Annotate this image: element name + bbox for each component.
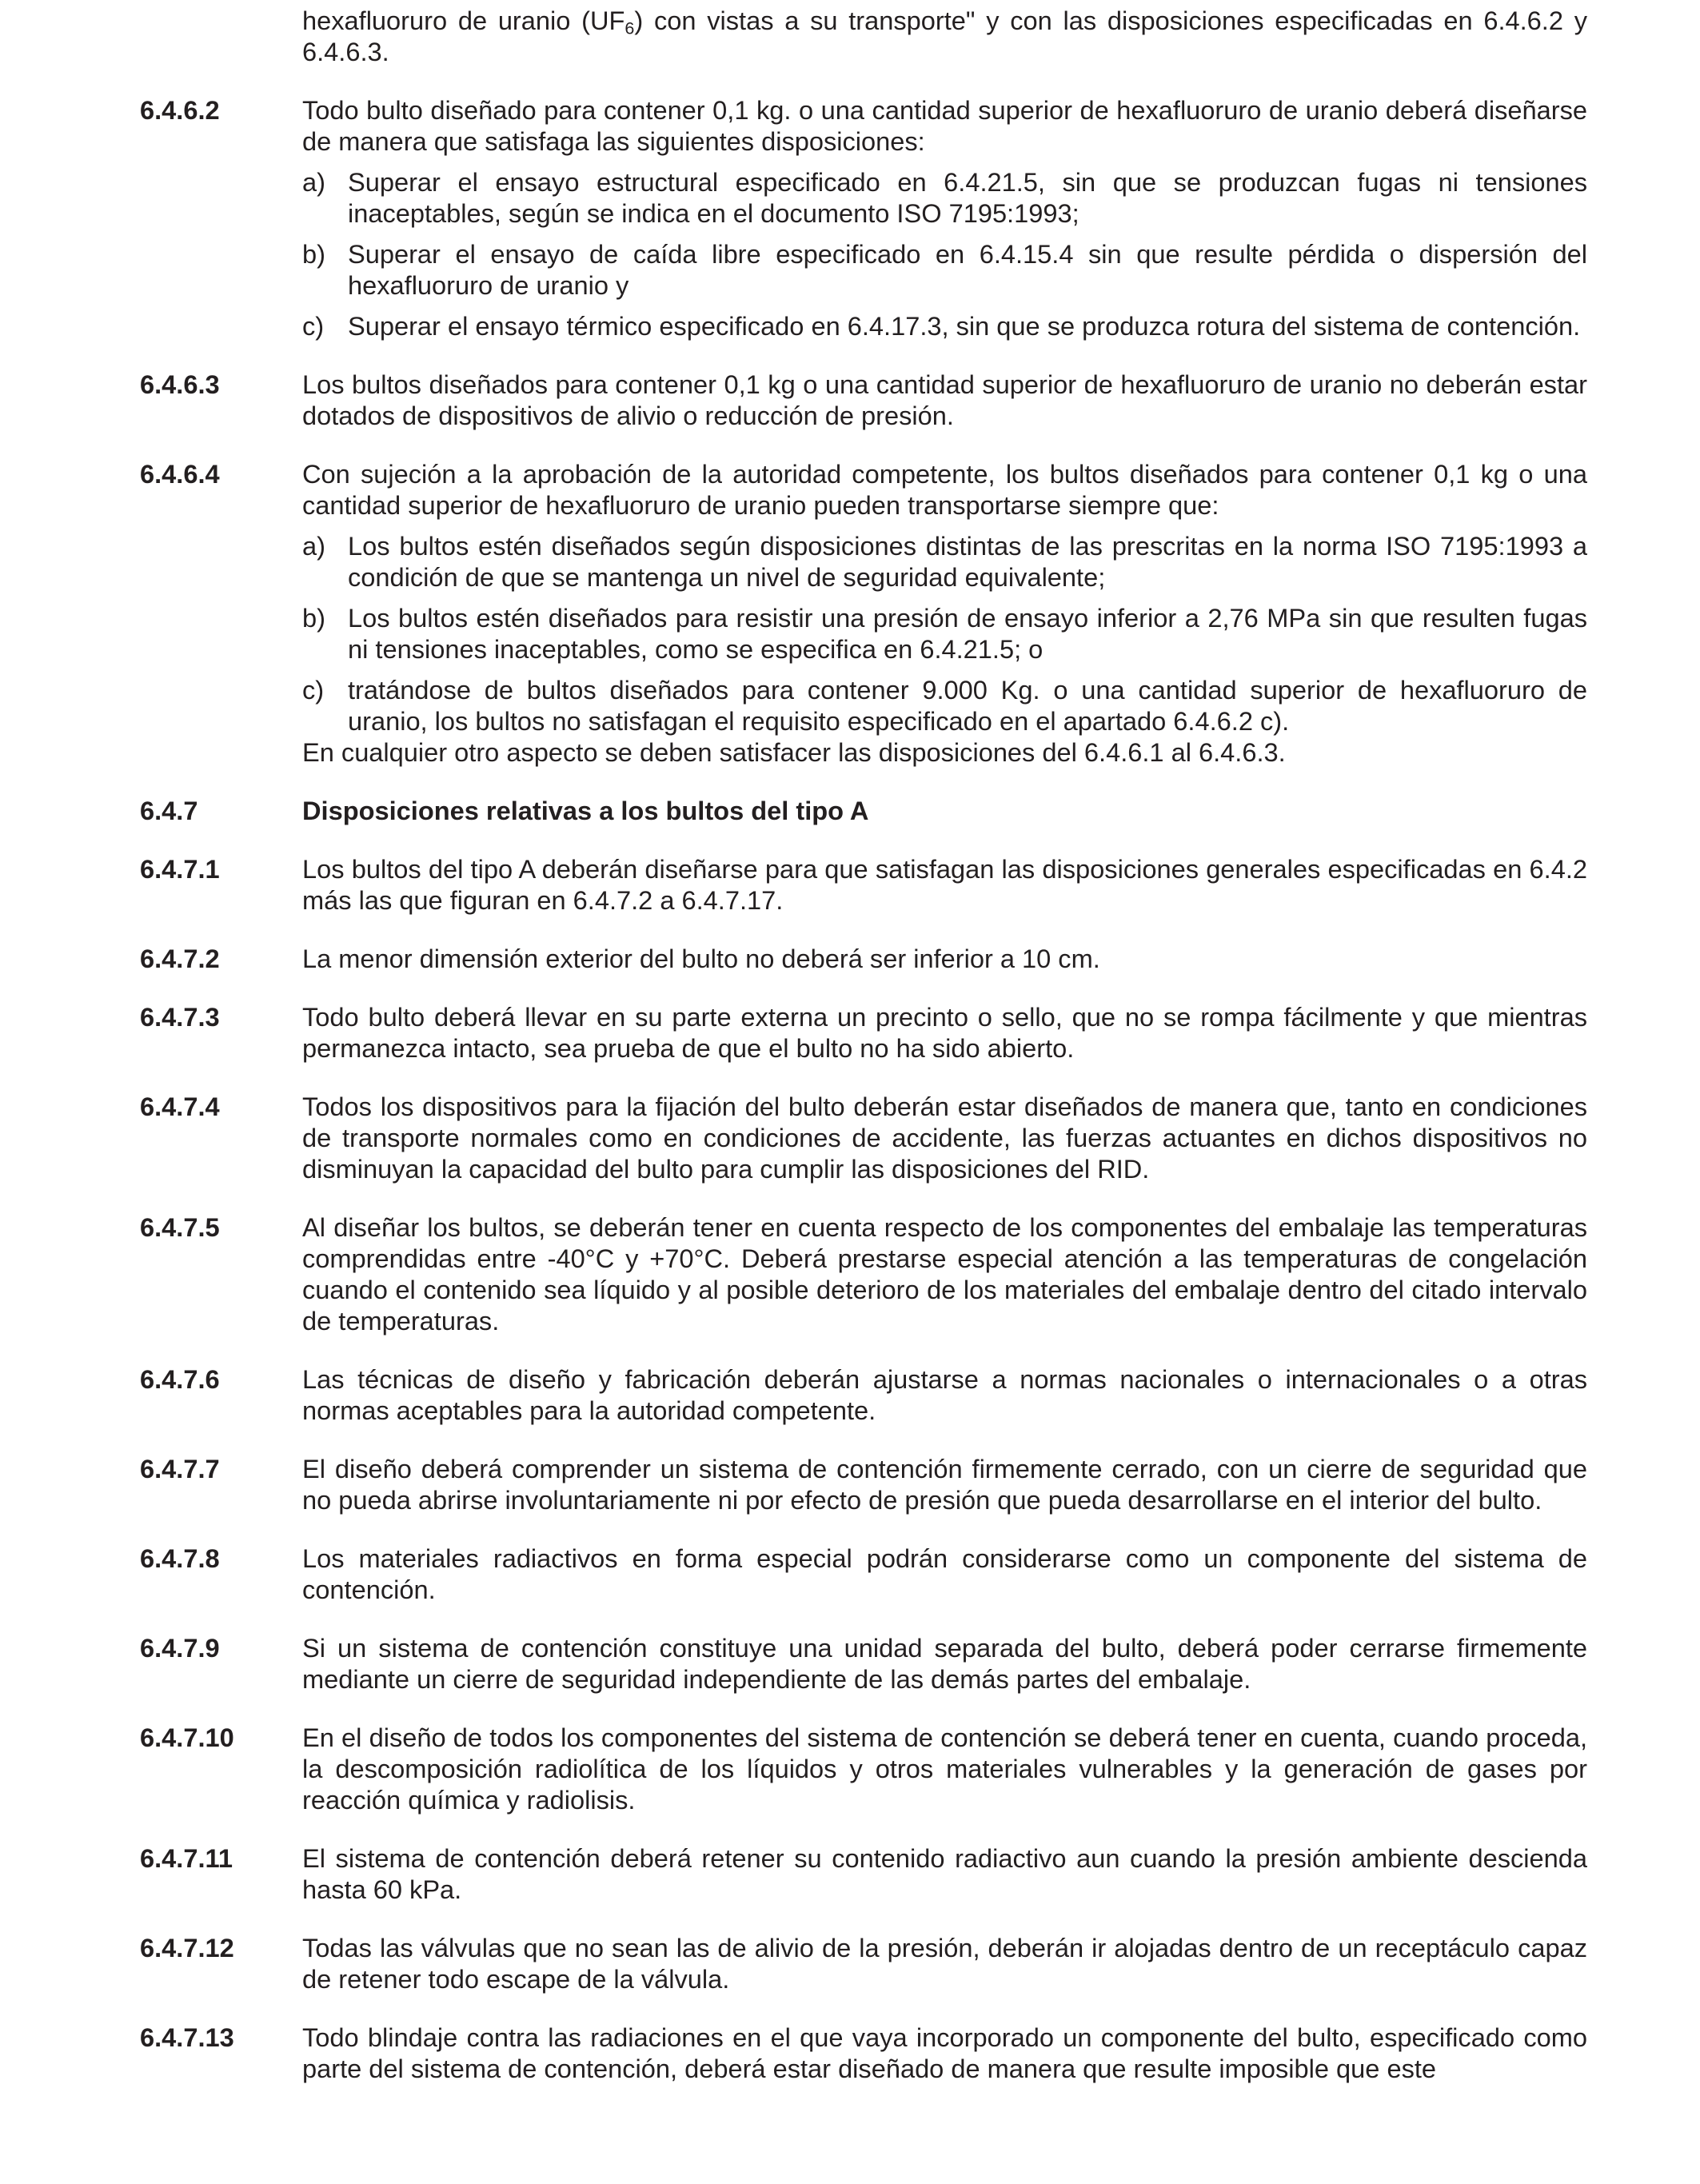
section-number: 6.4.7.12 <box>140 1933 234 1962</box>
list-item-text: Los bultos estén diseñados para resistir una presión de ensayo inferior a 2,76 MPa sin que resulten fugas ni tensiones inaceptables, como se especifica en 6.4.21.5; o <box>348 603 1587 664</box>
section-6-4-7-8 <box>140 1543 1587 1605</box>
list-item-letter: b) <box>302 603 325 633</box>
section-number: 6.4.7.9 <box>140 1633 220 1663</box>
section-number: 6.4.6.3 <box>140 369 220 399</box>
section-text: En el diseño de todos los componentes del sistema de contención se deberá tener en cuenta, cuando proceda, la descomposición radiolítica de los líquidos y otros materiales vulnerables y la generación de gases por reacción química y radiolisis. <box>302 1723 1587 1815</box>
list-item-letter: a) <box>302 167 325 197</box>
list-item <box>302 674 1587 737</box>
section-text: El sistema de contención deberá retener su contenido radiactivo aun cuando la presión ambiente descienda hasta 60 kPa. <box>302 1843 1587 1904</box>
section-text: Las técnicas de diseño y fabricación deberán ajustarse a normas nacionales o internacionales o a otras normas aceptables para la autoridad competente. <box>302 1364 1587 1425</box>
section-text: Todas las válvulas que no sean las de alivio de la presión, deberán ir alojadas dentro de un receptáculo capaz de retener todo escape de la válvula. <box>302 1933 1587 1994</box>
list-item <box>302 166 1587 229</box>
list-item <box>302 238 1587 301</box>
section-text: Todo bulto deberá llevar en su parte externa un precinto o sello, que no se rompa fácilmente y que mientras permanezca intacto, sea prueba de que el bulto no ha sido abierto. <box>302 1002 1587 1063</box>
section-number: 6.4.7.3 <box>140 1002 220 1032</box>
section-number: 6.4.6.4 <box>140 459 220 489</box>
list-item-letter: c) <box>302 675 325 705</box>
list-item-text: Superar el ensayo de caída libre especificado en 6.4.15.4 sin que resulte pérdida o dispersión del hexafluoruro de uranio y <box>348 239 1587 300</box>
section-number: 6.4.7.1 <box>140 854 220 884</box>
section-6-4-7 <box>140 795 1587 826</box>
section-6-4-7-1 <box>140 853 1587 916</box>
section-list <box>140 94 1587 2084</box>
section-text: Todo bulto diseñado para contener 0,1 kg. o una cantidad superior de hexafluoruro de uranio deberá diseñarse de manera que satisfaga las siguientes disposiciones: <box>302 95 1587 156</box>
section-number: 6.4.7.11 <box>140 1843 233 1873</box>
list-item <box>302 602 1587 665</box>
section-6-4-7-7 <box>140 1453 1587 1515</box>
section-6-4-7-2 <box>140 943 1587 974</box>
section-number: 6.4.6.2 <box>140 95 220 125</box>
section-heading: Disposiciones relativas a los bultos del tipo A <box>302 796 869 825</box>
section-number: 6.4.7 <box>140 796 198 825</box>
section-number: 6.4.7.7 <box>140 1454 220 1483</box>
section-text: Los materiales radiactivos en forma especial podrán considerarse como un componente del sistema de contención. <box>302 1543 1587 1604</box>
continuation-text-pre: hexafluoruro de uranio (UF <box>302 6 625 35</box>
list-item-letter: b) <box>302 239 325 269</box>
section-6-4-7-13 <box>140 2022 1587 2084</box>
section-text: Los bultos diseñados para contener 0,1 kg o una cantidad superior de hexafluoruro de uranio no deberán estar dotados de dispositivos de alivio o reducción de presión. <box>302 369 1587 430</box>
list-item-letter: a) <box>302 531 325 561</box>
section-text: Al diseñar los bultos, se deberán tener en cuenta respecto de los componentes del embalaje las temperaturas comprendidas entre -40°C y +70°C. Deberá prestarse especial atención a las temperaturas de congelación cuando el contenido sea líquido y al posible deterioro de los materiales del embalaje dentro del citado intervalo de temperaturas. <box>302 1212 1587 1336</box>
section-text: El diseño deberá comprender un sistema de contención firmemente cerrado, con un cierre de seguridad que no pueda abrirse involuntariamente ni por efecto de presión que pueda desarrollarse en el interior del bulto. <box>302 1454 1587 1515</box>
section-6-4-6-4 <box>140 458 1587 768</box>
section-number: 6.4.7.2 <box>140 944 220 973</box>
list-item-text: Superar el ensayo estructural especificado en 6.4.21.5, sin que se produzcan fugas ni tensiones inaceptables, según se indica en el documento ISO 7195:1993; <box>348 167 1587 228</box>
list-item <box>302 530 1587 593</box>
section-6-4-7-9 <box>140 1632 1587 1695</box>
section-6-4-7-11 <box>140 1843 1587 1905</box>
list-item-text: tratándose de bultos diseñados para contener 9.000 Kg. o una cantidad superior de hexafluoruro de uranio, los bultos no satisfagan el requisito especificado en el apartado 6.4.6.2 c). <box>348 675 1587 736</box>
uf6-subscript: 6 <box>625 18 635 38</box>
section-6-4-7-6 <box>140 1364 1587 1426</box>
list-item-text: Superar el ensayo térmico especificado en 6.4.17.3, sin que se produzca rotura del sistema de contención. <box>348 311 1581 341</box>
section-6-4-7-3 <box>140 1001 1587 1064</box>
section-6-4-6-2 <box>140 94 1587 341</box>
section-number: 6.4.7.5 <box>140 1212 220 1242</box>
section-number: 6.4.7.10 <box>140 1723 234 1752</box>
section-number: 6.4.7.4 <box>140 1092 220 1121</box>
section-6-4-7-4 <box>140 1091 1587 1184</box>
section-6-4-7-12 <box>140 1932 1587 1994</box>
continuation-paragraph <box>140 5 1587 67</box>
list-item-text: Los bultos estén diseñados según disposiciones distintas de las prescritas en la norma ISO 7195:1993 a condición de que se mantenga un nivel de seguridad equivalente; <box>348 531 1587 592</box>
section-text: Con sujeción a la aprobación de la autoridad competente, los bultos diseñados para contener 0,1 kg o una cantidad superior de hexafluoruro de uranio pueden transportarse siempre que: <box>302 459 1587 520</box>
section-number: 6.4.7.6 <box>140 1364 220 1394</box>
section-text: Los bultos del tipo A deberán diseñarse para que satisfagan las disposiciones generales especificadas en 6.4.2 más las que figuran en 6.4.7.2 a 6.4.7.17. <box>302 854 1587 915</box>
section-number: 6.4.7.8 <box>140 1543 220 1573</box>
list-item <box>302 310 1587 341</box>
section-number: 6.4.7.13 <box>140 2022 234 2052</box>
section-6-4-7-10 <box>140 1722 1587 1815</box>
section-closing-text: En cualquier otro aspecto se deben satisfacer las disposiciones del 6.4.6.1 al 6.4.6.3. <box>302 737 1286 767</box>
section-6-4-7-5 <box>140 1212 1587 1336</box>
section-text: Todo blindaje contra las radiaciones en el que vaya incorporado un componente del bulto, especificado como parte del sistema de contención, deberá estar diseñado de manera que resulte imposible que este <box>302 2022 1587 2083</box>
list-item-letter: c) <box>302 311 325 341</box>
section-text: La menor dimensión exterior del bulto no deberá ser inferior a 10 cm. <box>302 944 1100 973</box>
section-text: Todos los dispositivos para la fijación del bulto deberán estar diseñados de manera que, tanto en condiciones de transporte normales como en condiciones de accidente, las fuerzas actuantes en dichos dispositivos no disminuyan la capacidad del bulto para cumplir las disposiciones del RID. <box>302 1092 1587 1184</box>
section-6-4-6-3 <box>140 369 1587 431</box>
continuation-text-post: ) con vistas a su transporte" y con las disposiciones especificadas en 6.4.6.2 y 6.4.6.3. <box>302 6 1587 66</box>
section-text: Si un sistema de contención constituye una unidad separada del bulto, deberá poder cerrarse firmemente mediante un cierre de seguridad independiente de las demás partes del embalaje. <box>302 1633 1587 1694</box>
document-page <box>140 0 1587 2111</box>
